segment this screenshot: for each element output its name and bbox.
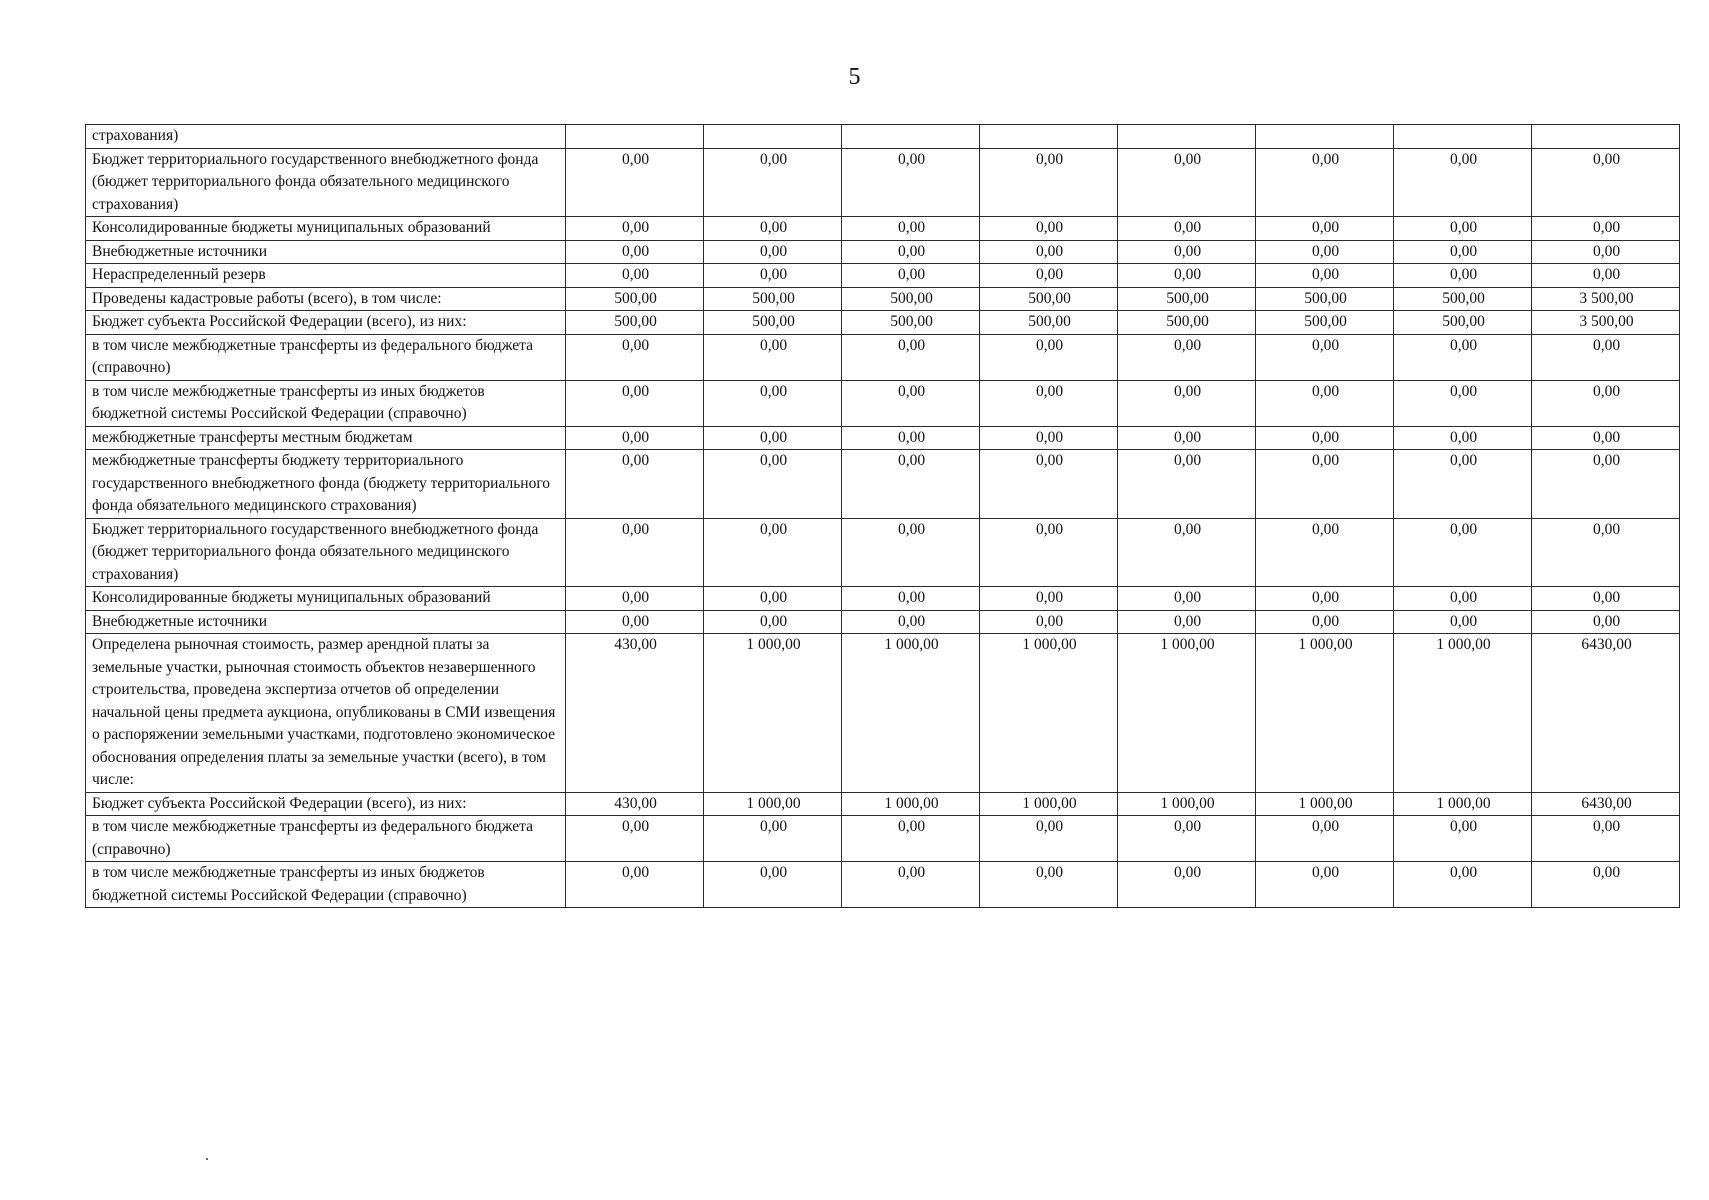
value-cell: 0,00 bbox=[1118, 380, 1256, 426]
row-label: Нераспределенный резерв bbox=[86, 264, 566, 288]
row-label: в том числе межбюджетные трансферты из иных бюджетов бюджетной системы Российской Федерации (справочно) bbox=[86, 862, 566, 908]
value-cell: 0,00 bbox=[1256, 148, 1394, 217]
value-cell: 0,00 bbox=[1256, 217, 1394, 241]
value-cell: 0,00 bbox=[980, 148, 1118, 217]
value-cell: 0,00 bbox=[1118, 862, 1256, 908]
value-cell: 0,00 bbox=[566, 862, 704, 908]
value-cell: 1 000,00 bbox=[1256, 634, 1394, 793]
stray-mark bbox=[206, 1158, 208, 1160]
page-number: 5 bbox=[848, 64, 861, 90]
value-cell: 430,00 bbox=[566, 634, 704, 793]
value-cell: 0,00 bbox=[1118, 240, 1256, 264]
value-cell: 500,00 bbox=[1394, 311, 1532, 335]
value-cell: 0,00 bbox=[1394, 334, 1532, 380]
row-total-cell: 6430,00 bbox=[1532, 792, 1680, 816]
value-cell bbox=[566, 125, 704, 149]
value-cell: 0,00 bbox=[842, 426, 980, 450]
row-label: Консолидированные бюджеты муниципальных образований bbox=[86, 587, 566, 611]
value-cell: 0,00 bbox=[842, 148, 980, 217]
table-row bbox=[86, 217, 1680, 241]
row-total-cell: 0,00 bbox=[1532, 862, 1680, 908]
value-cell: 1 000,00 bbox=[1394, 792, 1532, 816]
value-cell: 0,00 bbox=[566, 518, 704, 587]
value-cell: 0,00 bbox=[1256, 264, 1394, 288]
budget-table bbox=[85, 124, 1680, 908]
table-row bbox=[86, 862, 1680, 908]
value-cell: 0,00 bbox=[1394, 816, 1532, 862]
value-cell: 0,00 bbox=[1256, 240, 1394, 264]
value-cell: 1 000,00 bbox=[842, 792, 980, 816]
value-cell: 0,00 bbox=[704, 148, 842, 217]
row-label: межбюджетные трансферты бюджету территориального государственного внебюджетного фонда (бюджету территориального фонда обязательного медицинского страхования) bbox=[86, 450, 566, 519]
value-cell: 0,00 bbox=[980, 264, 1118, 288]
value-cell: 0,00 bbox=[1256, 380, 1394, 426]
row-total-cell: 0,00 bbox=[1532, 518, 1680, 587]
value-cell: 0,00 bbox=[1394, 380, 1532, 426]
value-cell: 0,00 bbox=[1394, 240, 1532, 264]
value-cell: 1 000,00 bbox=[842, 634, 980, 793]
table-row bbox=[86, 450, 1680, 519]
value-cell: 0,00 bbox=[980, 816, 1118, 862]
table-row bbox=[86, 634, 1680, 793]
value-cell: 0,00 bbox=[1394, 217, 1532, 241]
value-cell: 0,00 bbox=[842, 518, 980, 587]
table-row bbox=[86, 792, 1680, 816]
row-label: Определена рыночная стоимость, размер арендной платы за земельные участки, рыночная стоимость объектов незавершенного строительства, проведена экспертиза отчетов об определении начальной цены предмета аукциона, опубликованы в СМИ извещения о распоряжении земельными участками, подготовлено экономическое обоснования определения платы за земельные участки (всего), в том числе: bbox=[86, 634, 566, 793]
value-cell: 0,00 bbox=[980, 334, 1118, 380]
row-total-cell: 0,00 bbox=[1532, 334, 1680, 380]
table-row bbox=[86, 816, 1680, 862]
value-cell: 0,00 bbox=[1256, 518, 1394, 587]
row-total-cell: 6430,00 bbox=[1532, 634, 1680, 793]
value-cell: 500,00 bbox=[842, 287, 980, 311]
value-cell: 0,00 bbox=[704, 264, 842, 288]
value-cell: 0,00 bbox=[1256, 426, 1394, 450]
row-label: Бюджет субъекта Российской Федерации (всего), из них: bbox=[86, 792, 566, 816]
value-cell: 0,00 bbox=[842, 264, 980, 288]
value-cell: 0,00 bbox=[1256, 587, 1394, 611]
value-cell bbox=[1394, 125, 1532, 149]
value-cell: 0,00 bbox=[1394, 148, 1532, 217]
table-body bbox=[86, 125, 1680, 908]
value-cell: 0,00 bbox=[980, 518, 1118, 587]
value-cell: 0,00 bbox=[842, 862, 980, 908]
value-cell: 0,00 bbox=[980, 610, 1118, 634]
row-label: Внебюджетные источники bbox=[86, 610, 566, 634]
row-label: Проведены кадастровые работы (всего), в том числе: bbox=[86, 287, 566, 311]
value-cell: 0,00 bbox=[704, 587, 842, 611]
value-cell: 1 000,00 bbox=[704, 634, 842, 793]
row-total-cell: 0,00 bbox=[1532, 426, 1680, 450]
row-total-cell: 0,00 bbox=[1532, 240, 1680, 264]
row-total-cell: 0,00 bbox=[1532, 587, 1680, 611]
row-total-cell: 0,00 bbox=[1532, 148, 1680, 217]
value-cell: 0,00 bbox=[980, 587, 1118, 611]
row-label: межбюджетные трансферты местным бюджетам bbox=[86, 426, 566, 450]
value-cell: 0,00 bbox=[1118, 148, 1256, 217]
value-cell: 0,00 bbox=[566, 217, 704, 241]
value-cell: 0,00 bbox=[1118, 610, 1256, 634]
value-cell: 0,00 bbox=[566, 264, 704, 288]
value-cell: 0,00 bbox=[1118, 264, 1256, 288]
value-cell bbox=[1118, 125, 1256, 149]
value-cell: 0,00 bbox=[842, 610, 980, 634]
value-cell: 0,00 bbox=[842, 587, 980, 611]
value-cell: 0,00 bbox=[1118, 450, 1256, 519]
value-cell: 1 000,00 bbox=[1118, 634, 1256, 793]
value-cell: 0,00 bbox=[1256, 816, 1394, 862]
row-label: страхования) bbox=[86, 125, 566, 149]
table-row bbox=[86, 148, 1680, 217]
value-cell: 0,00 bbox=[842, 334, 980, 380]
row-total-cell bbox=[1532, 125, 1680, 149]
value-cell: 0,00 bbox=[566, 816, 704, 862]
row-label: в том числе межбюджетные трансферты из федерального бюджета (справочно) bbox=[86, 334, 566, 380]
value-cell: 0,00 bbox=[1394, 610, 1532, 634]
value-cell: 0,00 bbox=[1118, 334, 1256, 380]
value-cell: 0,00 bbox=[980, 450, 1118, 519]
value-cell: 0,00 bbox=[566, 610, 704, 634]
value-cell: 0,00 bbox=[566, 240, 704, 264]
row-label: Бюджет территориального государственного внебюджетного фонда (бюджет территориального фонда обязательного медицинского страхования) bbox=[86, 148, 566, 217]
row-total-cell: 0,00 bbox=[1532, 450, 1680, 519]
value-cell: 500,00 bbox=[566, 287, 704, 311]
value-cell: 0,00 bbox=[842, 450, 980, 519]
value-cell: 1 000,00 bbox=[704, 792, 842, 816]
value-cell bbox=[980, 125, 1118, 149]
value-cell: 0,00 bbox=[704, 334, 842, 380]
value-cell: 0,00 bbox=[980, 240, 1118, 264]
value-cell: 0,00 bbox=[704, 380, 842, 426]
table-row bbox=[86, 426, 1680, 450]
value-cell: 0,00 bbox=[842, 380, 980, 426]
value-cell: 0,00 bbox=[566, 148, 704, 217]
value-cell: 0,00 bbox=[980, 862, 1118, 908]
value-cell: 0,00 bbox=[1256, 862, 1394, 908]
table-row bbox=[86, 125, 1680, 149]
value-cell: 0,00 bbox=[980, 217, 1118, 241]
value-cell: 0,00 bbox=[566, 380, 704, 426]
table-row bbox=[86, 334, 1680, 380]
value-cell: 0,00 bbox=[1118, 518, 1256, 587]
value-cell: 0,00 bbox=[842, 816, 980, 862]
value-cell: 500,00 bbox=[842, 311, 980, 335]
value-cell: 0,00 bbox=[1394, 450, 1532, 519]
value-cell bbox=[1256, 125, 1394, 149]
row-total-cell: 0,00 bbox=[1532, 816, 1680, 862]
value-cell bbox=[704, 125, 842, 149]
value-cell: 0,00 bbox=[566, 587, 704, 611]
row-label: Бюджет субъекта Российской Федерации (всего), из них: bbox=[86, 311, 566, 335]
value-cell: 0,00 bbox=[1394, 587, 1532, 611]
value-cell: 1 000,00 bbox=[1256, 792, 1394, 816]
value-cell: 0,00 bbox=[1394, 518, 1532, 587]
value-cell: 0,00 bbox=[704, 518, 842, 587]
value-cell: 0,00 bbox=[1118, 587, 1256, 611]
value-cell: 0,00 bbox=[566, 426, 704, 450]
value-cell: 1 000,00 bbox=[1394, 634, 1532, 793]
row-total-cell: 0,00 bbox=[1532, 217, 1680, 241]
row-label: Внебюджетные источники bbox=[86, 240, 566, 264]
value-cell: 0,00 bbox=[566, 334, 704, 380]
value-cell: 430,00 bbox=[566, 792, 704, 816]
value-cell: 500,00 bbox=[704, 311, 842, 335]
value-cell: 0,00 bbox=[704, 240, 842, 264]
value-cell: 0,00 bbox=[704, 610, 842, 634]
table-row bbox=[86, 287, 1680, 311]
value-cell: 0,00 bbox=[704, 816, 842, 862]
value-cell: 0,00 bbox=[704, 862, 842, 908]
value-cell: 500,00 bbox=[704, 287, 842, 311]
table-row bbox=[86, 311, 1680, 335]
table-row bbox=[86, 610, 1680, 634]
value-cell: 0,00 bbox=[1118, 217, 1256, 241]
value-cell: 0,00 bbox=[1256, 610, 1394, 634]
row-total-cell: 3 500,00 bbox=[1532, 287, 1680, 311]
value-cell: 500,00 bbox=[980, 287, 1118, 311]
table-row bbox=[86, 587, 1680, 611]
value-cell: 500,00 bbox=[1256, 311, 1394, 335]
value-cell: 0,00 bbox=[842, 240, 980, 264]
value-cell: 0,00 bbox=[1256, 450, 1394, 519]
value-cell: 0,00 bbox=[566, 450, 704, 519]
row-label: в том числе межбюджетные трансферты из федерального бюджета (справочно) bbox=[86, 816, 566, 862]
value-cell: 1 000,00 bbox=[980, 792, 1118, 816]
value-cell: 0,00 bbox=[980, 426, 1118, 450]
row-total-cell: 0,00 bbox=[1532, 610, 1680, 634]
value-cell: 0,00 bbox=[980, 380, 1118, 426]
value-cell: 0,00 bbox=[704, 426, 842, 450]
value-cell: 0,00 bbox=[1394, 862, 1532, 908]
value-cell: 0,00 bbox=[704, 217, 842, 241]
row-total-cell: 0,00 bbox=[1532, 380, 1680, 426]
value-cell: 500,00 bbox=[1118, 287, 1256, 311]
row-label: в том числе межбюджетные трансферты из иных бюджетов бюджетной системы Российской Федерации (справочно) bbox=[86, 380, 566, 426]
table-row bbox=[86, 380, 1680, 426]
table-row bbox=[86, 264, 1680, 288]
value-cell: 0,00 bbox=[1394, 426, 1532, 450]
value-cell: 0,00 bbox=[704, 450, 842, 519]
value-cell: 1 000,00 bbox=[1118, 792, 1256, 816]
value-cell: 500,00 bbox=[980, 311, 1118, 335]
value-cell: 500,00 bbox=[1256, 287, 1394, 311]
value-cell: 0,00 bbox=[1118, 816, 1256, 862]
value-cell: 0,00 bbox=[842, 217, 980, 241]
row-total-cell: 0,00 bbox=[1532, 264, 1680, 288]
value-cell bbox=[842, 125, 980, 149]
row-label: Консолидированные бюджеты муниципальных образований bbox=[86, 217, 566, 241]
value-cell: 1 000,00 bbox=[980, 634, 1118, 793]
value-cell: 500,00 bbox=[566, 311, 704, 335]
value-cell: 500,00 bbox=[1118, 311, 1256, 335]
value-cell: 0,00 bbox=[1394, 264, 1532, 288]
value-cell: 0,00 bbox=[1256, 334, 1394, 380]
value-cell: 0,00 bbox=[1118, 426, 1256, 450]
table-row bbox=[86, 518, 1680, 587]
row-label: Бюджет территориального государственного внебюджетного фонда (бюджет территориального фонда обязательного медицинского страхования) bbox=[86, 518, 566, 587]
row-total-cell: 3 500,00 bbox=[1532, 311, 1680, 335]
value-cell: 500,00 bbox=[1394, 287, 1532, 311]
table-row bbox=[86, 240, 1680, 264]
